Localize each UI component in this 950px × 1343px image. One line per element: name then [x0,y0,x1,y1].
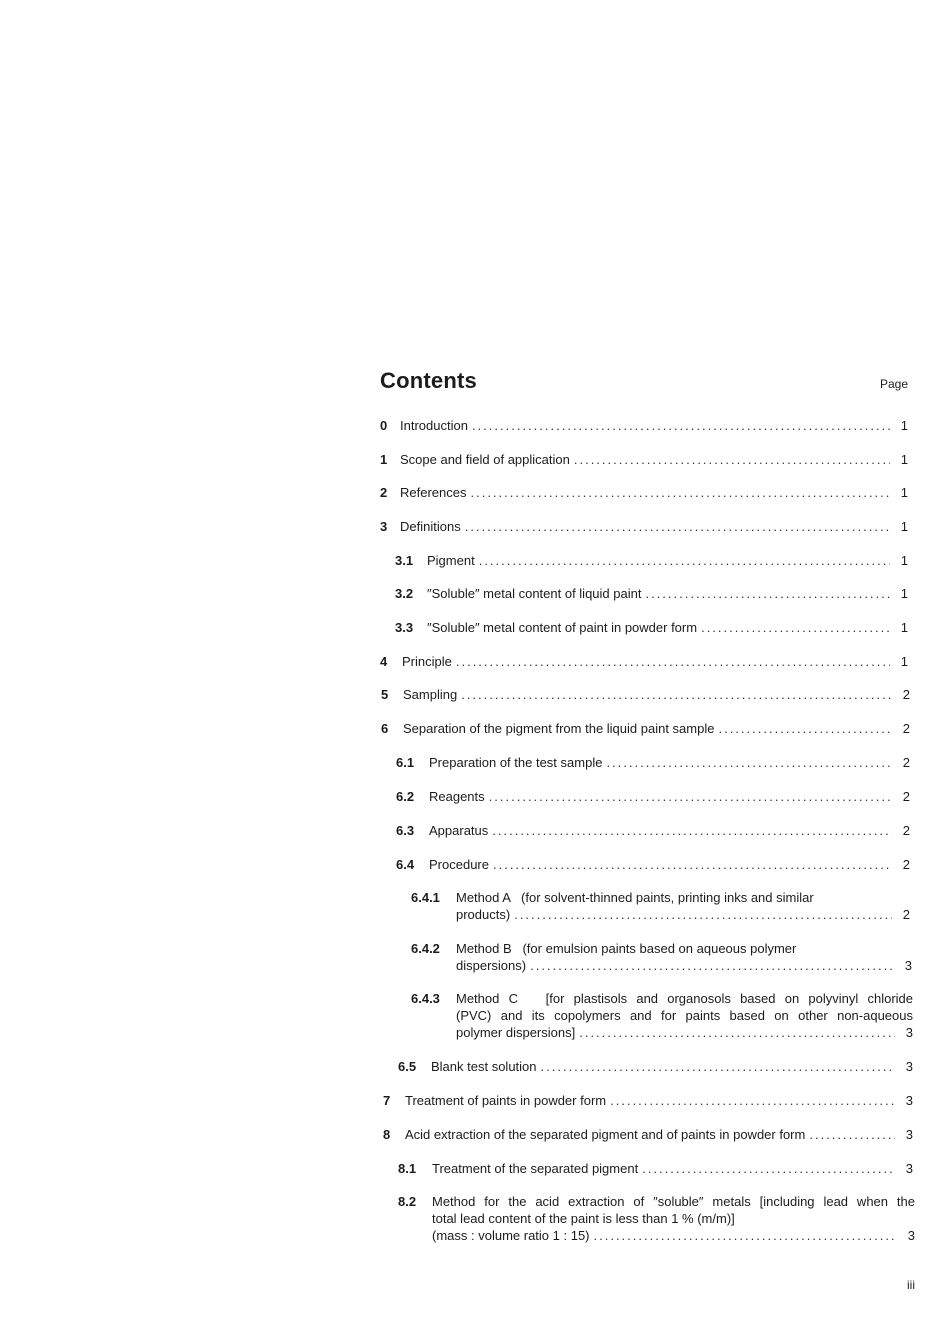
toc-entry-title: Sampling [403,687,458,702]
toc-entry-title: Separation of the pigment from the liquid paint sample [403,721,715,736]
toc-entry-number: 8.1 [398,1161,417,1176]
toc-entry-number: 8 [383,1127,391,1142]
toc-entry-title-line: (mass : volume ratio 1 : 15) [432,1228,590,1243]
toc-entry-number: 6.5 [398,1059,417,1074]
toc-entry-page: 2 [902,687,910,702]
toc-entry-page: 3 [905,1059,913,1074]
toc-entry-title-line: polymer dispersions] [456,1025,576,1040]
page-number-footer: iii [907,1278,915,1292]
toc-entry-title: Introduction [400,418,468,433]
toc-entry-title-line: Method B (for emulsion paints based on aqueous polymer [456,941,797,956]
toc-entry-page: 1 [900,553,908,568]
toc-entry-page: 3 [905,1093,913,1108]
toc-entry-title: Treatment of the separated pigment [432,1161,639,1176]
toc-entry-page: 1 [900,452,908,467]
toc-entry-7 [383,1092,913,1109]
toc-entry-number: 2 [380,485,388,500]
toc-entry-title-line: Method for the acid extraction of ″soluble″ metals [including lead when the [432,1194,915,1209]
toc-entry-page: 1 [900,519,908,534]
toc-entry-number: 6.1 [396,755,415,770]
toc-entry-3-3 [395,619,908,636]
toc-entry-3-1 [395,552,908,569]
toc-entry-page: 2 [902,789,910,804]
toc-entry-title: Blank test solution [431,1059,537,1074]
leader-dots [472,417,890,434]
toc-entry-title-line: products) [456,907,511,922]
page-column-header: Page [879,377,908,391]
toc-entry-page: 3 [904,958,912,973]
toc-entry-title: ″Soluble″ metal content of paint in powder form [427,620,698,635]
toc-entry-0 [380,417,908,434]
toc-entry-number: 6.4.1 [411,890,440,905]
toc-entry-6-4 [396,856,910,873]
toc-entry-page: 2 [902,721,910,736]
toc-entry-page: 3 [905,1025,913,1040]
toc-entry-page: 3 [907,1228,915,1243]
toc-entry-6-4-1 [411,889,910,923]
leader-dots [541,1058,895,1075]
toc-entry-number: 1 [380,452,388,467]
toc-entry-page: 2 [902,857,910,872]
toc-entry-number: 6.3 [396,823,415,838]
toc-entry-number: 6.4.3 [411,991,440,1006]
toc-entry-number: 4 [380,654,388,669]
toc-entry-title-line: Method A (for solvent-thinned paints, printing inks and similar [456,890,814,905]
toc-entry-6-5 [398,1058,913,1075]
toc-entry-1 [380,451,908,468]
leader-dots [479,552,890,569]
toc-entry-number: 3.2 [395,586,414,601]
toc-entry-title: Preparation of the test sample [429,755,603,770]
leader-dots [594,1227,898,1244]
toc-entry-page: 3 [905,1127,913,1142]
toc-entry-2 [380,484,908,501]
toc-entry-number: 0 [380,418,388,433]
leader-dots [456,653,890,670]
toc-entry-number: 6.2 [396,789,415,804]
leader-dots [530,957,894,974]
leader-dots [718,720,892,737]
leader-dots [701,619,890,636]
leader-dots [493,856,892,873]
toc-entry-page: 1 [900,654,908,669]
toc-entry-page: 1 [900,485,908,500]
toc-entry-title-line: total lead content of the paint is less than 1 % (m/m)] [432,1211,735,1226]
toc-entry-page: 2 [902,907,910,922]
toc-entry-number: 3 [380,519,388,534]
toc-entry-title: ″Soluble″ metal content of liquid paint [427,586,642,601]
toc-entry-page: 3 [905,1161,913,1176]
toc-entry-title: Acid extraction of the separated pigment and of paints in powder form [405,1127,806,1142]
toc-entry-6-4-2 [411,940,912,974]
leader-dots [579,1024,895,1041]
toc-entry-title-line: (PVC) and its copolymers and for paints based on other non-aqueous [456,1008,913,1023]
leader-dots [645,585,890,602]
toc-entry-3 [380,518,908,535]
toc-entry-number: 8.2 [398,1194,417,1209]
toc-entry-page: 1 [900,586,908,601]
leader-dots [461,686,892,703]
toc-entry-8-1 [398,1160,913,1177]
toc-entry-number: 7 [383,1093,391,1108]
leader-dots [606,754,892,771]
toc-entry-page: 2 [902,755,910,770]
toc-entry-title: Procedure [429,857,489,872]
toc-entry-title-line: Method C [for plastisols and organosols based on polyvinyl chloride [456,991,913,1006]
toc-entry-title: Reagents [429,789,485,804]
toc-entry-3-2 [395,585,908,602]
toc-entry-number: 6.4 [396,857,415,872]
toc-entry-8 [383,1126,913,1143]
leader-dots [489,788,892,805]
toc-entry-number: 5 [381,687,389,702]
toc-entry-title: Scope and field of application [400,452,570,467]
toc-entry-4 [380,653,908,670]
toc-entry-6-2 [396,788,910,805]
toc-entry-number: 6.4.2 [411,941,440,956]
leader-dots [610,1092,895,1109]
leader-dots [514,906,892,923]
toc-entry-number: 3.1 [395,553,414,568]
toc-entry-title: References [400,485,467,500]
leader-dots [492,822,892,839]
toc-entry-title: Treatment of paints in powder form [405,1093,607,1108]
toc-entry-5 [381,686,910,703]
toc-entry-number: 3.3 [395,620,414,635]
toc-entry-number: 6 [381,721,389,736]
leader-dots [470,484,890,501]
toc-entry-title: Apparatus [429,823,489,838]
leader-dots [465,518,890,535]
toc-entry-6-4-3 [411,990,913,1041]
toc-entry-title: Pigment [427,553,475,568]
leader-dots [809,1126,895,1143]
toc-entry-title-line: dispersions) [456,958,527,973]
toc-entry-title: Definitions [400,519,461,534]
toc-entry-title: Principle [402,654,452,669]
page-title: Contents [380,368,477,393]
toc-entry-6-3 [396,822,910,839]
toc-entry-6-1 [396,754,910,771]
toc-entry-page: 2 [902,823,910,838]
leader-dots [574,451,890,468]
toc-entry-6 [381,720,910,737]
toc-entry-8-2 [398,1193,915,1244]
leader-dots [642,1160,895,1177]
toc-entry-page: 1 [900,620,908,635]
toc-entry-page: 1 [900,418,908,433]
